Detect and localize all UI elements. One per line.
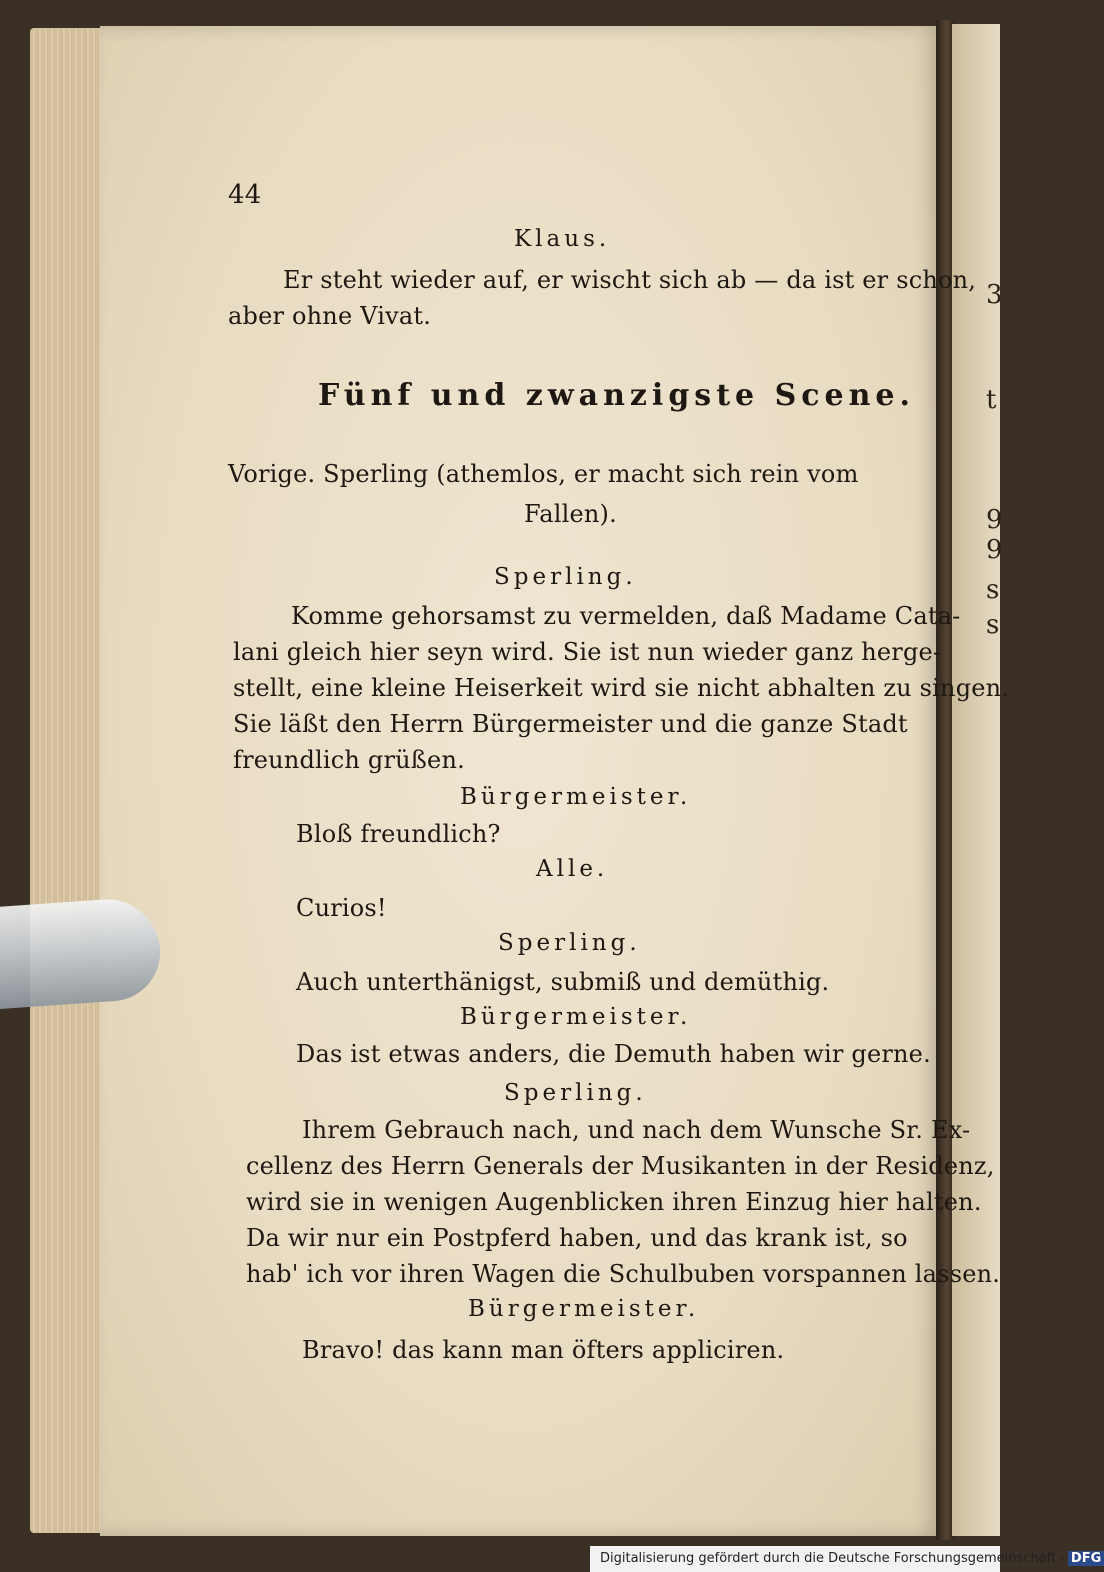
digitization-footer (590, 1546, 1102, 1572)
speaker-name: Alle. (536, 856, 609, 882)
text-line: Das ist etwas anders, die Demuth haben wir gerne. (296, 1040, 931, 1068)
text-line: Komme gehorsamst zu vermelden, daß Madame Cata- (291, 602, 961, 630)
text-line: Bravo! das kann man öfters appliciren. (302, 1336, 785, 1364)
speaker-name: Bürgermeister. (460, 784, 692, 810)
next-page-fragment: 9 (986, 505, 1003, 535)
text-line: Er steht wieder auf, er wischt sich ab — da ist er schon, (283, 266, 977, 294)
text-line: cellenz des Herrn Generals der Musikanten in der Residenz, (246, 1152, 995, 1180)
next-page-fragment: s (986, 610, 1000, 640)
text-line: freundlich grüßen. (233, 746, 465, 774)
dfg-logo: DFG (1068, 1551, 1104, 1566)
speaker-name: Bürgermeister. (468, 1296, 700, 1322)
text-line: hab' ich vor ihren Wagen die Schulbuben vorspannen lassen. (246, 1260, 1001, 1288)
text-line: Curios! (296, 894, 387, 922)
next-page-fragment: 9 (986, 535, 1003, 565)
text-line: Auch unterthänigst, submiß und demüthig. (296, 968, 830, 996)
text-line: Ihrem Gebrauch nach, und nach dem Wunsche Sr. Ex- (302, 1116, 971, 1144)
text-line: wird sie in wenigen Augenblicken ihren Einzug hier halten. (246, 1188, 982, 1216)
next-page-edge (952, 24, 1000, 1536)
text-line: Sie läßt den Herrn Bürgermeister und die ganze Stadt (233, 710, 908, 738)
speaker-name: Bürgermeister. (460, 1004, 692, 1030)
text-line: Da wir nur ein Postpferd haben, und das krank ist, so (246, 1224, 908, 1252)
scene-title: Fünf und zwanzigste Scene. (318, 378, 915, 413)
page-number: 44 (228, 180, 262, 210)
next-page-fragment: 3 (986, 280, 1003, 310)
speaker-name: Sperling. (494, 564, 637, 590)
text-line: lani gleich hier seyn wird. Sie ist nun wieder ganz herge- (233, 638, 942, 666)
speaker-name: Klaus. (514, 226, 611, 252)
stage-direction: Vorige. Sperling (athemlos, er macht sich rein vom (228, 460, 859, 488)
stage-direction: Fallen). (524, 500, 617, 528)
speaker-name: Sperling. (504, 1080, 647, 1106)
text-line: stellt, eine kleine Heiserkeit wird sie nicht abhalten zu singen. (233, 674, 1010, 702)
text-line: Bloß freundlich? (296, 820, 501, 848)
speaker-name: Sperling. (498, 930, 641, 956)
footer-credit: Digitalisierung gefördert durch die Deutsche Forschungsgemeinschaft - (600, 1551, 1065, 1566)
text-line: aber ohne Vivat. (228, 302, 432, 330)
next-page-fragment: t (986, 385, 997, 415)
next-page-fragment: s (986, 575, 1000, 605)
